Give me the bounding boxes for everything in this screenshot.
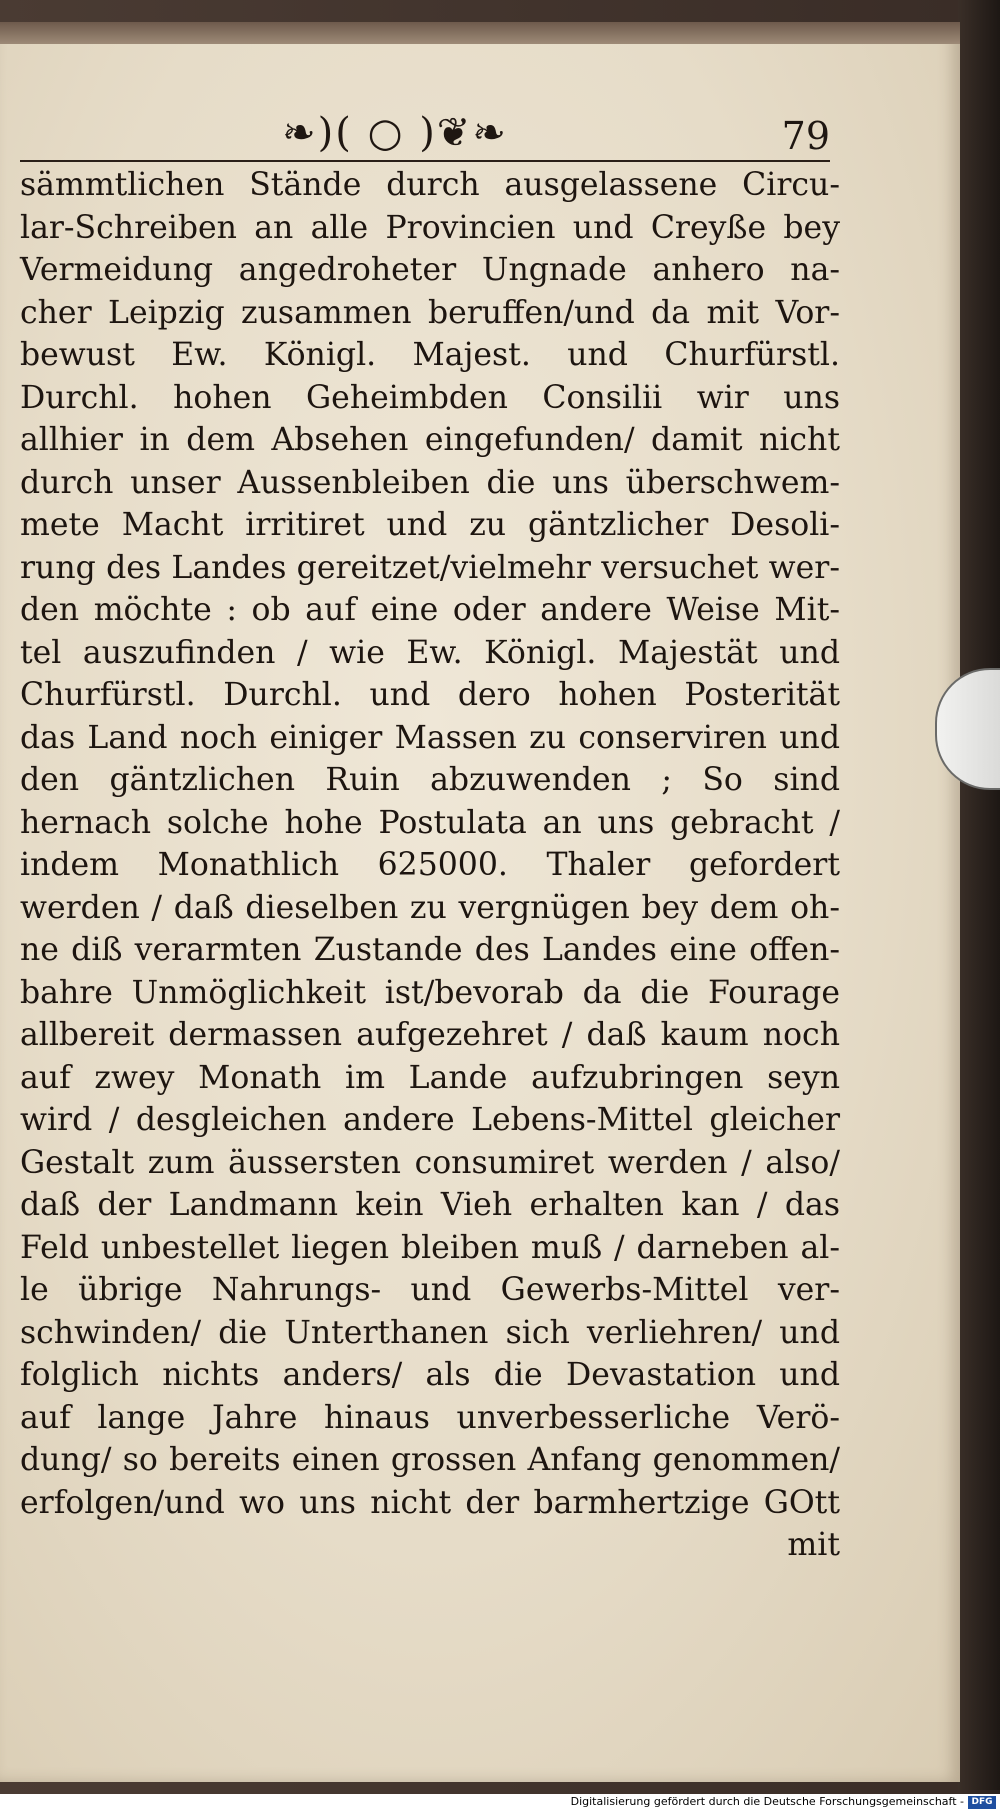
- text-line: mete Macht irritiret und zu gäntzlicher Desoli-: [20, 507, 840, 543]
- footer-bar: [0, 1794, 1000, 1813]
- text-line: indem Monathlich 625000. Thaler gefordert: [20, 847, 840, 883]
- text-line: Churfürstl. Durchl. und dero hohen Posterität: [20, 677, 840, 713]
- text-line: Durchl. hohen Geheimbden Consilii wir uns: [20, 379, 840, 416]
- text-line: Feld unbestellet liegen bleiben muß / darneben al-: [20, 1229, 840, 1266]
- document-page: [0, 22, 960, 1782]
- text-line: erfolgen/und wo uns nicht der barmhertzige GOtt: [20, 1484, 840, 1521]
- text-line: werden / daß dieselben zu vergnügen bey dem oh-: [20, 889, 840, 926]
- header-ornament: ❧)( ○ )❦❧: [282, 110, 508, 156]
- text-line: dung/ so bereits einen grossen Anfang genommen/: [20, 1442, 840, 1478]
- text-line: cher Leipzig zusammen beruffen/und da mit Vor-: [20, 294, 840, 331]
- text-line: bewust Ew. Königl. Majest. und Churfürstl.: [20, 337, 840, 373]
- text-line: hernach solche hohe Postulata an uns gebracht /: [20, 804, 840, 841]
- text-line: das Land noch einiger Massen zu conserviren und: [20, 719, 840, 756]
- dfg-logo: DFG: [968, 1796, 996, 1809]
- text-line: Vermeidung angedroheter Ungnade anhero na-: [20, 252, 840, 288]
- body-text: [20, 164, 840, 1567]
- text-line: mit: [787, 1527, 840, 1563]
- page-number: 79: [781, 114, 830, 158]
- text-line: schwinden/ die Unterthanen sich verliehren/ und: [20, 1314, 840, 1351]
- header-rule: [20, 160, 830, 162]
- text-line: auf lange Jahre hinaus unverbesserliche Verö-: [20, 1399, 840, 1436]
- page-top-edge: [0, 22, 960, 44]
- footer-credit: Digitalisierung gefördert durch die Deutsche Forschungsgemeinschaft -: [570, 1795, 964, 1808]
- text-line: den möchte : ob auf eine oder andere Weise Mit-: [20, 592, 840, 628]
- text-line: daß der Landmann kein Vieh erhalten kan / das: [20, 1187, 840, 1223]
- text-line: bahre Unmöglichkeit ist/bevorab da die Fourage: [20, 974, 840, 1011]
- text-line: lar-Schreiben an alle Provincien und Creyße bey: [20, 209, 840, 246]
- text-line: tel auszufinden / wie Ew. Königl. Majestät und: [20, 634, 840, 671]
- text-line: den gäntzlichen Ruin abzuwenden ; So sind: [20, 762, 840, 798]
- text-line: rung des Landes gereitzet/vielmehr versuchet wer-: [20, 549, 840, 586]
- text-line: durch unser Aussenbleiben die uns überschwem-: [20, 464, 840, 501]
- text-line: Gestalt zum äussersten consumiret werden / also/: [20, 1144, 840, 1181]
- text-line: ne diß verarmten Zustande des Landes eine offen-: [20, 932, 840, 968]
- text-line: auf zwey Monath im Lande aufzubringen seyn: [20, 1059, 840, 1096]
- text-line: allbereit dermassen aufgezehret / daß kaum noch: [20, 1017, 840, 1053]
- text-line: le übrige Nahrungs- und Gewerbs-Mittel ver-: [20, 1272, 840, 1308]
- page-header: [20, 106, 830, 170]
- text-line: wird / desgleichen andere Lebens-Mittel gleicher: [20, 1102, 840, 1138]
- text-line: allhier in dem Absehen eingefunden/ damit nicht: [20, 422, 840, 458]
- text-line: folglich nichts anders/ als die Devastation und: [20, 1357, 840, 1393]
- text-line: sämmtlichen Stände durch ausgelassene Circu-: [20, 167, 840, 203]
- book-edge-shadow: [958, 0, 1000, 1790]
